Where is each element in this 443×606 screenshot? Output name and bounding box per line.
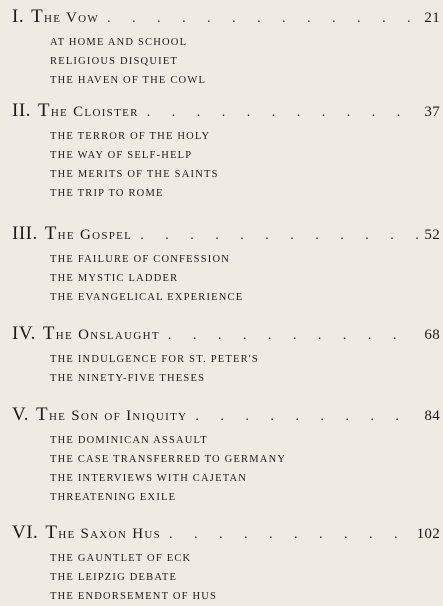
section-item: THE EVANGELICAL EXPERIENCE: [50, 292, 244, 303]
section-item: THREATENING EXILE: [50, 492, 177, 503]
section-list: [50, 350, 259, 388]
section-list: [50, 33, 206, 90]
chapter-heading: [12, 522, 440, 548]
chapter-title: The Cloister: [37, 100, 139, 121]
page-number: 102: [416, 526, 440, 542]
section-item: THE INTERVIEWS WITH CAJETAN: [50, 473, 248, 484]
section-item: THE LEIPZIG DEBATE: [50, 572, 178, 583]
section-item: AT HOME AND SCHOOL: [50, 37, 188, 48]
section-item: THE TRIP TO ROME: [50, 188, 164, 199]
chapter-heading: [12, 223, 440, 249]
section-item: THE TERROR OF THE HOLY: [50, 131, 211, 142]
chapter-numeral: IV.: [12, 323, 36, 344]
section-item: THE CASE TRANSFERRED TO GERMANY: [50, 454, 287, 465]
chapter-heading: [12, 6, 440, 32]
chapter-title: The Onslaught: [42, 323, 160, 344]
section-list: [50, 431, 286, 507]
chapter-title: The Vow: [31, 6, 100, 27]
section-list: [50, 250, 243, 307]
section-item: THE DOMINICAN ASSAULT: [50, 435, 208, 446]
section-item: THE WAY OF SELF-HELP: [50, 150, 193, 161]
dot-leader: [107, 11, 418, 27]
section-item: RELIGIOUS DISQUIET: [50, 56, 179, 67]
chapter-heading: [12, 100, 440, 126]
page-number: 68: [424, 327, 440, 343]
section-item: THE MYSTIC LADDER: [50, 273, 179, 284]
section-item: THE FAILURE OF CONFESSION: [50, 254, 231, 265]
chapter-heading: [12, 404, 440, 430]
chapter-heading: [12, 323, 440, 349]
section-item: THE HAVEN OF THE COWL: [50, 75, 207, 86]
section-item: THE NINETY-FIVE THESES: [50, 373, 206, 384]
page-number: 52: [424, 227, 440, 243]
chapter-numeral: V.: [12, 404, 30, 425]
dot-leader: [168, 328, 419, 344]
dot-leader: [140, 228, 418, 244]
chapter-title: The Saxon Hus: [45, 522, 161, 543]
chapter-title: The Son of Iniquity: [36, 404, 188, 425]
section-list: [50, 549, 217, 606]
section-item: THE GAUNTLET OF ECK: [50, 553, 192, 564]
chapter-numeral: I.: [12, 6, 25, 27]
chapter-numeral: III.: [12, 223, 38, 244]
page-number: 84: [424, 408, 440, 424]
chapter-numeral: VI.: [12, 522, 39, 543]
section-item: THE INDULGENCE FOR ST. PETER'S: [50, 354, 259, 365]
chapter-numeral: II.: [12, 100, 31, 121]
section-item: THE MERITS OF THE SAINTS: [50, 169, 219, 180]
dot-leader: [147, 105, 419, 121]
dot-leader: [195, 409, 418, 425]
chapter-title: The Gospel: [44, 223, 133, 244]
page-number: 37: [424, 104, 440, 120]
section-list: [50, 127, 219, 203]
page-number: 21: [424, 10, 440, 26]
dot-leader: [169, 527, 411, 543]
section-item: THE ENDORSEMENT OF HUS: [50, 591, 218, 602]
